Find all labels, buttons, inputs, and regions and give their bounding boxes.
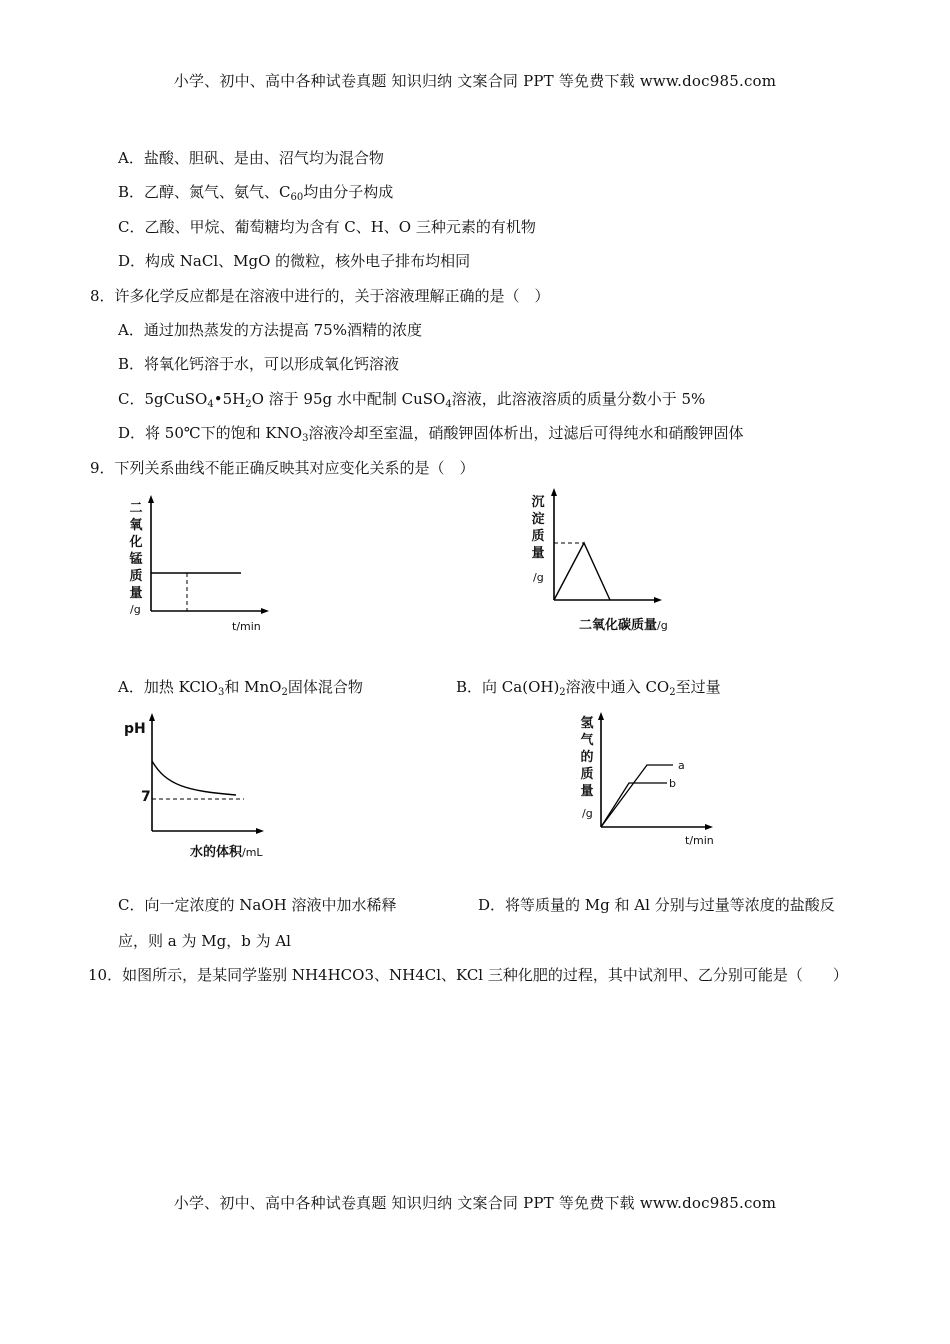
graph-a-y-arrow: [148, 495, 154, 503]
page-header: 小学、初中、高中各种试卷真题 知识归纳 文案合同 PPT 等免费下载 www.doc985.com: [173, 72, 777, 90]
graph-d-xlabel: t/min: [685, 834, 714, 847]
graph-d-line-b: [601, 783, 667, 827]
graph-a-plot: [145, 495, 275, 620]
q7-option-d: D．构成 NaCl、MgO 的微粒，核外电子排布均相同: [118, 252, 471, 270]
graph-b-plot: [548, 488, 668, 608]
q8-option-d: D．将 50℃下的饱和 $KNO_3$溶液冷却至室温，硝酸钾固体析出，过滤后可得纯水和硝酸钾固体: [118, 424, 744, 444]
graph-d-x-arrow: [705, 824, 713, 830]
q9-caption-d-continued: 应，则 a 为 Mg，b 为 Al: [118, 932, 291, 950]
graph-d-label-b: b: [669, 777, 676, 790]
graph-b-y-arrow: [551, 488, 557, 496]
graph-a-xlabel: t/min: [232, 620, 261, 633]
q9-stem: 9．下列关系曲线不能正确反映其对应变化关系的是（ ）: [90, 459, 475, 477]
graph-d-y-arrow: [598, 712, 604, 720]
graph-b-ylabel: 沉 淀 质 量: [531, 495, 545, 561]
graph-c-x-arrow: [256, 828, 264, 834]
q7-option-c: C．乙酸、甲烷、葡萄糖均为含有 C、H、O 三种元素的有机物: [118, 218, 536, 236]
q8-stem: 8．许多化学反应都是在溶液中进行的，关于溶液理解正确的是（ ）: [90, 287, 550, 305]
q9-caption-a: A．加热 KClO$_3$和 MnO$_2$固体混合物: [118, 678, 363, 698]
graph-c-ylabel: pH: [124, 721, 146, 737]
graph-c-plot: [146, 713, 276, 838]
graph-d-plot: [595, 712, 725, 834]
page-footer: 小学、初中、高中各种试卷真题 知识归纳 文案合同 PPT 等免费下载 www.doc985.com: [173, 1194, 777, 1212]
graph-b-yunit: /g: [533, 571, 544, 584]
graph-d-line-a: [601, 765, 673, 827]
graph-c-xlabel: 水的体积/mL: [190, 845, 263, 860]
graph-c-ref-label: 7: [141, 789, 151, 805]
graph-b-curve: [554, 543, 610, 600]
q7-option-a: A．盐酸、胆矾、是由、沼气均为混合物: [118, 149, 384, 167]
graph-c-y-arrow: [149, 713, 155, 721]
q7-option-b: B．乙醇、氮气、氨气、$C_{60}$均由分子构成: [118, 183, 394, 203]
q9-caption-c: C．向一定浓度的 NaOH 溶液中加水稀释: [118, 896, 397, 914]
graph-c-curve: [152, 761, 236, 795]
graph-a-yunit: /g: [130, 603, 141, 616]
graph-d-yunit: /g: [582, 807, 593, 820]
graph-a-x-arrow: [261, 608, 269, 614]
q8-option-b: B．将氧化钙溶于水，可以形成氧化钙溶液: [118, 355, 400, 373]
q8-option-a: A．通过加热蒸发的方法提高 75%酒精的浓度: [118, 321, 422, 339]
q9-caption-b: B．向 $Ca(OH)_2$溶液中通入 $CO_2$至过量: [456, 678, 721, 698]
graph-d-ylabel: 氢 气 的 质 量: [580, 716, 594, 799]
graph-b-xlabel: 二氧化碳质量/g: [579, 618, 668, 633]
q10-stem: 10．如图所示，是某同学鉴别 NH4HCO3、NH4Cl、KCl 三种化肥的过程，其中试剂甲、乙分别可能是（ ）: [88, 966, 848, 984]
graph-b-x-arrow: [654, 597, 662, 603]
graph-d-label-a: a: [678, 759, 685, 772]
q8-option-c: C．$5gCuSO_4•5H_2O$ 溶于 95g 水中配制 CuSO$_4$溶液，此溶液溶质的质量分数小于 5%: [118, 390, 706, 410]
q9-caption-d: D．将等质量的 Mg 和 Al 分别与过量等浓度的盐酸反: [478, 896, 835, 914]
graph-a-ylabel: 二 氧 化 锰 质 量: [129, 501, 143, 601]
